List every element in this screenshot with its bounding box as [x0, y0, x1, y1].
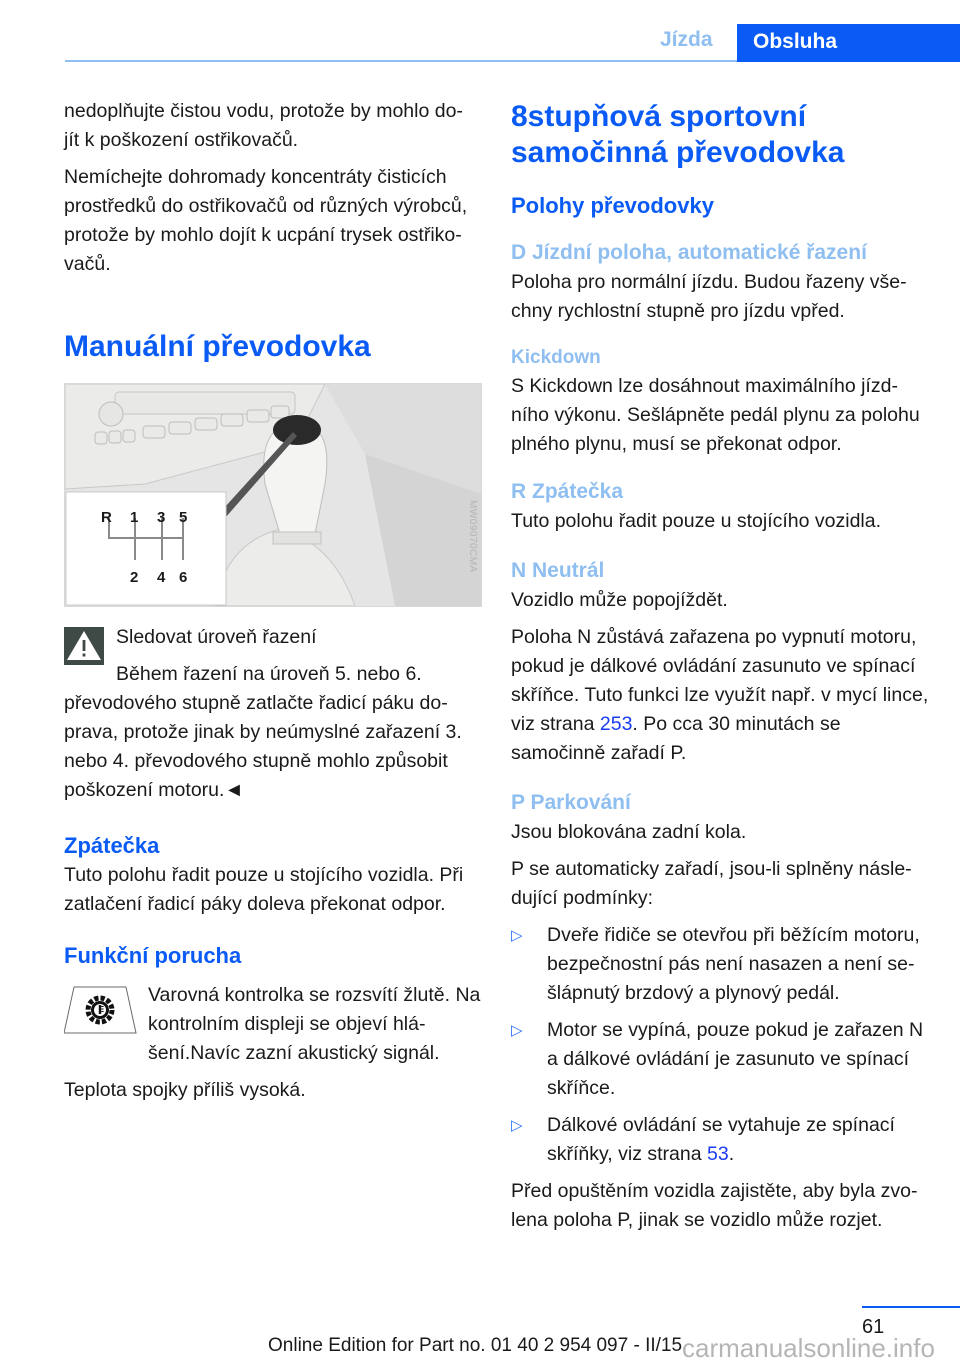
tab-obsluha[interactable]: Obsluha [737, 24, 960, 62]
bullet-triangle-icon: ▷ [511, 1117, 523, 1134]
left-column [64, 97, 484, 1105]
gear-shift-figure [64, 383, 482, 607]
kickdown-heading: Kickdown [511, 347, 601, 368]
n-text-2-b: . Po cca 30 minutách se samočinně zařadí P. [511, 713, 841, 764]
gear-label: 5 [179, 509, 188, 526]
positions-heading: Polohy převodovky [511, 193, 714, 218]
watermark: carmanualsonline.info [682, 1333, 935, 1363]
page-link-53[interactable]: 53 [707, 1143, 729, 1165]
gear-label: 2 [130, 569, 139, 586]
list-item-text: Dálkové ovládání se vytahuje ze spínací skříňky, viz strana [547, 1114, 895, 1165]
warning-block [64, 623, 484, 805]
list-item [511, 1016, 931, 1103]
intro-paragraph-2: Nemíchejte dohromady koncentráty čisticích prostředků do ostřikovačů od různých výrobců, protože by mohlo dojít k ucpání trysek ostřiko-vačů. [64, 166, 468, 275]
n-text-1: Vozidlo může popojíždět. [511, 589, 728, 611]
tab-jizda[interactable]: Jízda [660, 28, 713, 51]
gear-label: 3 [157, 509, 166, 526]
gear-label: 1 [130, 509, 139, 526]
n-text-2 [511, 623, 931, 768]
d-heading: D Jízdní poloha, automatické řazení [511, 241, 867, 264]
figure-code: MW09070CMA [467, 500, 478, 573]
list-item-text: Motor se vypíná, pouze pokud je zařazen N a dálkové ovládání je zasunuto ve spínací skříňce. [547, 1019, 924, 1099]
p-text-2: P se automaticky zařadí, jsou-li splněny násle-dující podmínky: [511, 858, 912, 909]
kickdown-text: S Kickdown lze dosáhnout maximálního jízd-ního výkonu. Sešlápněte pedál plynu za polohu plného plynu, musí se překonat odpor. [511, 375, 920, 455]
p-text-1: Jsou blokována zadní kola. [511, 821, 747, 843]
r-heading: R Zpátečka [511, 480, 624, 503]
clutch-temp-text: Teplota spojky příliš vysoká. [64, 1079, 306, 1101]
list-item-text: Dveře řidiče se otevřou při běžícím motoru, bezpečnostní pás není nasazen a není se-šlápnutý brzdový a plynový pedál. [547, 924, 920, 1004]
page-number: 61 [862, 1316, 885, 1338]
p-conditions-list [511, 921, 931, 1169]
page-link-253[interactable]: 253 [599, 713, 633, 735]
bullet-triangle-icon: ▷ [511, 927, 523, 944]
d-text: Poloha pro normální jízdu. Budou řazeny vše-chny rychlostní stupně pro jízdu vpřed. [511, 271, 907, 322]
list-item-text-end: . [728, 1143, 735, 1165]
gear-label: 4 [157, 569, 166, 586]
warning-text-content: Během řazení na úroveň 5. nebo 6. převodového stupně zatlačte řadicí páku do-prava, protože jinak by neúmyslné zařazení 3. nebo 4. převodového stupně mohlo způsobit poškození motoru.◄ [64, 663, 462, 801]
list-item [511, 921, 931, 1008]
gear-label: 6 [179, 569, 188, 586]
malfunction-text: Varovná kontrolka se rozsvítí žlutě. Na kontrolním displeji se objeví hlá-šení.Navíc zazní akustický signál. [148, 984, 481, 1064]
gear-label: R [101, 509, 112, 526]
malfunction-block [64, 981, 484, 1068]
warning-text [64, 660, 484, 805]
header-rule [65, 60, 737, 62]
gear-knob-illustration [65, 384, 481, 606]
manual-transmission-heading: Manuální převodovka [64, 330, 371, 363]
p-heading: P Parkování [511, 791, 631, 814]
intro-paragraph-1: nedoplňujte čistou vodu, protože by mohlo do-jít k poškození ostřikovačů. [64, 100, 463, 151]
warning-triangle-icon [64, 627, 104, 665]
malfunction-heading: Funkční porucha [64, 943, 242, 968]
bullet-triangle-icon: ▷ [511, 1022, 523, 1039]
reverse-text: Tuto polohu řadit pouze u stojícího vozidla. Při zatlačení řadicí páky doleva překonat odpor. [64, 864, 464, 915]
footer-rule [862, 1306, 960, 1308]
list-item [511, 1111, 931, 1169]
auto-transmission-heading: 8stupňová sportovní samočinná převodovka [511, 100, 845, 169]
warning-title: Sledovat úroveň řazení [116, 626, 317, 648]
right-column [511, 97, 931, 1235]
edition-text: Online Edition for Part no. 01 40 2 954 097 - II/15 [268, 1335, 683, 1356]
reverse-heading: Zpátečka [64, 833, 160, 858]
r-text: Tuto polohu řadit pouze u stojícího vozidla. [511, 510, 882, 532]
closing-text: Před opuštěním vozidla zajistěte, aby byla zvo-lena poloha P, jinak se vozidlo může rozjet. [511, 1180, 918, 1231]
n-text-2-a: Poloha N zůstává zařazena po vypnutí motoru, pokud je dálkové ovládání zasunuto ve spínací skříňce. Tuto funkci lze využít např. v mycí lince, viz strana [511, 626, 929, 735]
transmission-temperature-warning-icon [64, 985, 138, 1035]
n-heading: N Neutrál [511, 559, 605, 582]
